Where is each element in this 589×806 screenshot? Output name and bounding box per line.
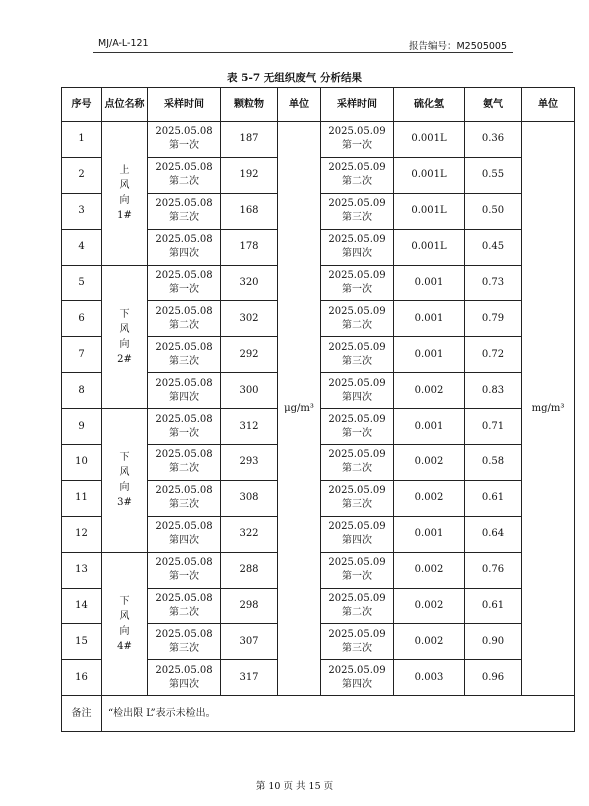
- pm-value: 168: [221, 193, 278, 229]
- h2s-value: 0.001: [394, 265, 465, 301]
- sample-time-2-date: 2025.05.09: [328, 521, 386, 533]
- sample-time-1: [148, 552, 221, 588]
- sample-time-1-round: 第三次: [169, 355, 199, 367]
- sample-time-1-date: 2025.05.08: [155, 162, 213, 174]
- nh3-value: 0.64: [465, 516, 522, 552]
- row-number: 9: [62, 409, 102, 445]
- sample-time-2: [321, 480, 394, 516]
- h2s-value: 0.002: [394, 445, 465, 481]
- sample-time-2-date: 2025.05.09: [328, 126, 386, 138]
- sample-time-1: [148, 409, 221, 445]
- h2s-value: 0.001L: [394, 229, 465, 265]
- sample-time-2-date: 2025.05.09: [328, 305, 386, 317]
- col-header-pm: 颗粒物: [221, 88, 278, 122]
- pm-value: 300: [221, 373, 278, 409]
- unit-ugm3: μg/m³: [278, 122, 321, 696]
- sample-time-1-round: 第一次: [169, 140, 199, 152]
- sample-time-2-round: 第二次: [342, 463, 372, 475]
- sample-time-1-round: 第三次: [169, 499, 199, 511]
- sample-time-2-round: 第四次: [342, 678, 372, 690]
- pm-value: 317: [221, 660, 278, 696]
- sample-time-1-date: 2025.05.08: [155, 377, 213, 389]
- header-divider: [93, 52, 513, 53]
- sample-time-2: [321, 445, 394, 481]
- nh3-value: 0.61: [465, 588, 522, 624]
- h2s-value: 0.001L: [394, 122, 465, 158]
- h2s-value: 0.001L: [394, 157, 465, 193]
- sample-time-2-date: 2025.05.09: [328, 628, 386, 640]
- h2s-value: 0.002: [394, 624, 465, 660]
- sample-time-2-date: 2025.05.09: [328, 234, 386, 246]
- pm-value: 187: [221, 122, 278, 158]
- nh3-value: 0.79: [465, 301, 522, 337]
- sample-time-1-date: 2025.05.08: [155, 485, 213, 497]
- header-row: [62, 88, 575, 122]
- sample-time-1-round: 第四次: [169, 535, 199, 547]
- sample-time-2-date: 2025.05.09: [328, 449, 386, 461]
- row-number: 14: [62, 588, 102, 624]
- sample-time-1-date: 2025.05.08: [155, 449, 213, 461]
- nh3-value: 0.36: [465, 122, 522, 158]
- row-number: 3: [62, 193, 102, 229]
- sample-time-1: [148, 373, 221, 409]
- note-label: 备注: [62, 696, 102, 732]
- page-footer: 第 10 页 共 15 页: [255, 781, 334, 792]
- sample-time-1-date: 2025.05.08: [155, 521, 213, 533]
- row-number: 4: [62, 229, 102, 265]
- sample-time-1: [148, 337, 221, 373]
- sample-time-2-round: 第二次: [342, 319, 372, 331]
- col-header-h2s: 硫化氢: [394, 88, 465, 122]
- h2s-value: 0.002: [394, 552, 465, 588]
- pm-value: 178: [221, 229, 278, 265]
- sample-time-1-date: 2025.05.08: [155, 664, 213, 676]
- nh3-value: 0.83: [465, 373, 522, 409]
- sample-time-1-round: 第三次: [169, 212, 199, 224]
- sample-time-1-date: 2025.05.08: [155, 593, 213, 605]
- h2s-value: 0.001: [394, 337, 465, 373]
- sample-time-1-round: 第一次: [169, 427, 199, 439]
- nh3-value: 0.90: [465, 624, 522, 660]
- nh3-value: 0.50: [465, 193, 522, 229]
- h2s-value: 0.002: [394, 480, 465, 516]
- sample-time-1-date: 2025.05.08: [155, 198, 213, 210]
- location-name: 下 风 向 2#: [102, 265, 148, 409]
- row-number: 10: [62, 445, 102, 481]
- sample-time-1-round: 第一次: [169, 571, 199, 583]
- sample-time-2: [321, 157, 394, 193]
- h2s-value: 0.001: [394, 301, 465, 337]
- sample-time-2: [321, 373, 394, 409]
- pm-value: 292: [221, 337, 278, 373]
- sample-time-2: [321, 409, 394, 445]
- row-number: 6: [62, 301, 102, 337]
- nh3-value: 0.45: [465, 229, 522, 265]
- row-number: 5: [62, 265, 102, 301]
- sample-time-1: [148, 588, 221, 624]
- sample-time-1: [148, 229, 221, 265]
- row-number: 15: [62, 624, 102, 660]
- row-number: 7: [62, 337, 102, 373]
- nh3-value: 0.58: [465, 445, 522, 481]
- sample-time-1: [148, 265, 221, 301]
- pm-value: 192: [221, 157, 278, 193]
- sample-time-2: [321, 624, 394, 660]
- sample-time-1-round: 第一次: [169, 284, 199, 295]
- sample-time-2-date: 2025.05.09: [328, 557, 386, 569]
- sample-time-1-round: 第三次: [169, 642, 199, 654]
- nh3-value: 0.55: [465, 157, 522, 193]
- sample-time-1-round: 第二次: [169, 463, 199, 475]
- sample-time-2-date: 2025.05.09: [328, 162, 386, 174]
- sample-time-2-round: 第四次: [342, 248, 372, 260]
- table-title: 表 5-7 无组织废气 分析结果: [227, 72, 362, 84]
- h2s-value: 0.001: [394, 409, 465, 445]
- pm-value: 298: [221, 588, 278, 624]
- sample-time-1: [148, 516, 221, 552]
- col-header-unit2: 单位: [522, 88, 575, 122]
- sample-time-1-date: 2025.05.08: [155, 628, 213, 640]
- sample-time-2-date: 2025.05.09: [328, 413, 386, 425]
- pm-value: 288: [221, 552, 278, 588]
- row-number: 1: [62, 122, 102, 158]
- sample-time-2-date: 2025.05.09: [328, 377, 386, 389]
- sample-time-2-date: 2025.05.09: [328, 485, 386, 497]
- row-number: 11: [62, 480, 102, 516]
- sample-time-2: [321, 337, 394, 373]
- sample-time-1-date: 2025.05.08: [155, 413, 213, 425]
- sample-time-2-round: 第二次: [342, 176, 372, 188]
- sample-time-1: [148, 445, 221, 481]
- sample-time-2-date: 2025.05.09: [328, 593, 386, 605]
- sample-time-1-round: 第二次: [169, 176, 199, 188]
- col-header-no: 序号: [62, 88, 102, 122]
- h2s-value: 0.001L: [394, 193, 465, 229]
- h2s-value: 0.002: [394, 373, 465, 409]
- sample-time-2-round: 第三次: [342, 212, 372, 224]
- sample-time-1-round: 第四次: [169, 678, 199, 690]
- sample-time-1: [148, 157, 221, 193]
- sample-time-2-date: 2025.05.09: [328, 270, 386, 281]
- sample-time-1: [148, 660, 221, 696]
- row-number: 16: [62, 660, 102, 696]
- sample-time-1: [148, 301, 221, 337]
- h2s-value: 0.002: [394, 588, 465, 624]
- sample-time-2-round: 第一次: [342, 427, 372, 439]
- col-header-time2: 采样时间: [321, 88, 394, 122]
- col-header-unit1: 单位: [278, 88, 321, 122]
- sample-time-2-round: 第三次: [342, 499, 372, 511]
- sample-time-1-date: 2025.05.08: [155, 270, 213, 281]
- sample-time-1-date: 2025.05.08: [155, 341, 213, 353]
- location-name: 上 风 向 1#: [102, 122, 148, 266]
- nh3-value: 0.96: [465, 660, 522, 696]
- sample-time-2: [321, 193, 394, 229]
- sample-time-2: [321, 301, 394, 337]
- row-number: 13: [62, 552, 102, 588]
- sample-time-2-round: 第四次: [342, 391, 372, 403]
- row-number: 12: [62, 516, 102, 552]
- table-row: [62, 122, 575, 158]
- h2s-value: 0.001: [394, 516, 465, 552]
- sample-time-1: [148, 480, 221, 516]
- nh3-value: 0.71: [465, 409, 522, 445]
- sample-time-2: [321, 552, 394, 588]
- sample-time-2-round: 第三次: [342, 642, 372, 654]
- sample-time-2: [321, 122, 394, 158]
- location-name: 下 风 向 4#: [102, 552, 148, 696]
- sample-time-2-round: 第一次: [342, 284, 372, 295]
- note-text: “检出限 L”表示未检出。: [102, 696, 575, 732]
- location-name: 下 风 向 3#: [102, 409, 148, 553]
- col-header-time1: 采样时间: [148, 88, 221, 122]
- pm-value: 320: [221, 265, 278, 301]
- sample-time-2-date: 2025.05.09: [328, 198, 386, 210]
- sample-time-1-date: 2025.05.08: [155, 234, 213, 246]
- sample-time-2: [321, 588, 394, 624]
- sample-time-1: [148, 193, 221, 229]
- sample-time-1-round: 第四次: [169, 391, 199, 403]
- sample-time-2-round: 第一次: [342, 571, 372, 583]
- table-body: [62, 122, 575, 696]
- nh3-value: 0.61: [465, 480, 522, 516]
- pm-value: 308: [221, 480, 278, 516]
- pm-value: 312: [221, 409, 278, 445]
- nh3-value: 0.72: [465, 337, 522, 373]
- sample-time-2-date: 2025.05.09: [328, 341, 386, 353]
- doc-code: MJ/A-L-121: [98, 38, 149, 49]
- pm-value: 322: [221, 516, 278, 552]
- nh3-value: 0.73: [465, 265, 522, 301]
- h2s-value: 0.003: [394, 660, 465, 696]
- sample-time-2-round: 第二次: [342, 607, 372, 619]
- sample-time-1: [148, 624, 221, 660]
- sample-time-1: [148, 122, 221, 158]
- pm-value: 307: [221, 624, 278, 660]
- sample-time-1-date: 2025.05.08: [155, 557, 213, 569]
- sample-time-2-date: 2025.05.09: [328, 664, 386, 676]
- nh3-value: 0.76: [465, 552, 522, 588]
- row-number: 8: [62, 373, 102, 409]
- results-table: [61, 87, 575, 732]
- sample-time-2: [321, 660, 394, 696]
- report-number: 报告编号：M2505005: [408, 41, 507, 52]
- sample-time-2: [321, 265, 394, 301]
- sample-time-2: [321, 229, 394, 265]
- sample-time-1-date: 2025.05.08: [155, 305, 213, 317]
- sample-time-2-round: 第四次: [342, 535, 372, 547]
- sample-time-1-round: 第二次: [169, 607, 199, 619]
- pm-value: 293: [221, 445, 278, 481]
- unit-mgm3: mg/m³: [522, 122, 575, 696]
- sample-time-2-round: 第一次: [342, 140, 372, 152]
- pm-value: 302: [221, 301, 278, 337]
- col-header-location: 点位名称: [102, 88, 148, 122]
- note-row: [62, 696, 575, 732]
- sample-time-2: [321, 516, 394, 552]
- row-number: 2: [62, 157, 102, 193]
- sample-time-1-round: 第二次: [169, 319, 199, 331]
- col-header-nh3: 氨气: [465, 88, 522, 122]
- sample-time-1-date: 2025.05.08: [155, 126, 213, 138]
- sample-time-2-round: 第三次: [342, 355, 372, 367]
- sample-time-1-round: 第四次: [169, 248, 199, 260]
